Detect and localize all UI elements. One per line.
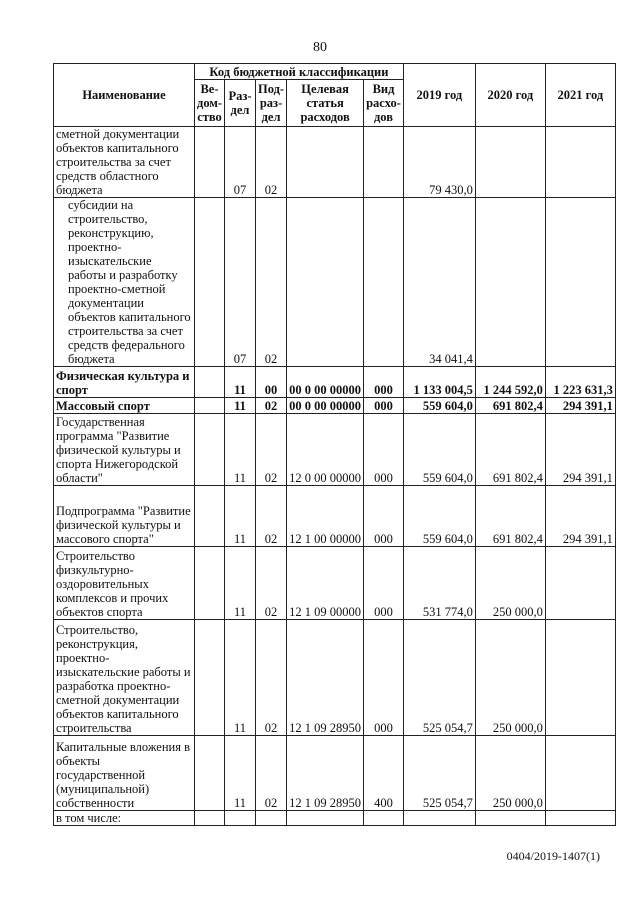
row-name: в том числе: (54, 811, 195, 826)
row-2021: 294 391,1 (545, 414, 615, 486)
row-razdel: 11 (225, 486, 256, 547)
row-name: Государственная программа "Развитие физической культуры и спорта Нижегородской области" (54, 414, 195, 486)
row-target: 12 1 09 28950 (287, 620, 364, 736)
row-vedomstvo (195, 811, 225, 826)
row-target: 00 0 00 00000 (287, 367, 364, 398)
row-target: 12 1 00 00000 (287, 486, 364, 547)
row-target: 00 0 00 00000 (287, 398, 364, 414)
row-target (287, 198, 364, 367)
row-vedomstvo (195, 414, 225, 486)
row-razdel: 11 (225, 367, 256, 398)
row-target: 12 1 09 00000 (287, 547, 364, 620)
row-2020: 1 244 592,0 (475, 367, 545, 398)
row-podrazdel: 02 (256, 620, 287, 736)
row-razdel: 07 (225, 127, 256, 198)
row-2021: 1 223 631,3 (545, 367, 615, 398)
header-vedomstvo: Ве-дом-ство (195, 80, 225, 127)
row-podrazdel: 00 (256, 367, 287, 398)
row-target (287, 127, 364, 198)
row-podrazdel: 02 (256, 398, 287, 414)
table-row (54, 398, 616, 414)
row-target: 12 1 09 28950 (287, 736, 364, 811)
document-code: 0404/2019-1407(1) (506, 849, 600, 863)
row-razdel (225, 811, 256, 826)
row-2021 (545, 620, 615, 736)
row-name: субсидии на строительство, реконструкцию, проектно-изыскательские работы и разработку проектно-сметной документации объектов капитального строительства за счет средств федерального бюджета (54, 198, 195, 367)
row-2019: 34 041,4 (403, 198, 475, 367)
table-row (54, 127, 616, 198)
table-row (54, 414, 616, 486)
row-vid: 000 (364, 398, 404, 414)
row-2019: 559 604,0 (403, 398, 475, 414)
row-razdel: 11 (225, 736, 256, 811)
row-2020: 250 000,0 (475, 547, 545, 620)
row-name: Строительство, реконструкция, проектно-изыскательские работы и разработка проектно-сметной документации объектов капитального строительства (54, 620, 195, 736)
row-name: Физическая культура и спорт (54, 367, 195, 398)
row-vedomstvo (195, 547, 225, 620)
row-razdel: 11 (225, 620, 256, 736)
row-2021 (545, 811, 615, 826)
row-2019: 559 604,0 (403, 414, 475, 486)
row-target (287, 811, 364, 826)
row-2021 (545, 198, 615, 367)
table-row (54, 547, 616, 620)
row-2020: 250 000,0 (475, 736, 545, 811)
budget-table (53, 63, 616, 826)
row-podrazdel (256, 811, 287, 826)
row-name: Строительство физкультурно-оздоровительных комплексов и прочих объектов спорта (54, 547, 195, 620)
row-razdel: 11 (225, 398, 256, 414)
row-vid (364, 198, 404, 367)
table-row (54, 736, 616, 811)
row-razdel: 11 (225, 414, 256, 486)
row-razdel: 11 (225, 547, 256, 620)
header-2019: 2019 год (403, 64, 475, 127)
page-number: 80 (313, 40, 327, 55)
row-2019: 525 054,7 (403, 620, 475, 736)
row-vedomstvo (195, 198, 225, 367)
row-vid: 000 (364, 414, 404, 486)
row-podrazdel: 02 (256, 486, 287, 547)
row-name: Капитальные вложения в объекты государственной (муниципальной) собственности (54, 736, 195, 811)
row-target: 12 0 00 00000 (287, 414, 364, 486)
row-name: Подпрограмма "Развитие физической культуры и массового спорта" (54, 486, 195, 547)
row-vid: 400 (364, 736, 404, 811)
row-razdel: 07 (225, 198, 256, 367)
row-2021: 294 391,1 (545, 486, 615, 547)
row-vid: 000 (364, 547, 404, 620)
table-row (54, 198, 616, 367)
table-row (54, 367, 616, 398)
row-vid: 000 (364, 620, 404, 736)
header-name: Наименование (54, 64, 195, 127)
header-2021: 2021 год (545, 64, 615, 127)
row-vedomstvo (195, 127, 225, 198)
row-name: Массовый спорт (54, 398, 195, 414)
row-name: сметной документации объектов капитального строительства за счет средств областного бюджета (54, 127, 195, 198)
header-podrazdel: Под-раз-дел (256, 80, 287, 127)
row-vid (364, 811, 404, 826)
row-2020 (475, 811, 545, 826)
row-podrazdel: 02 (256, 547, 287, 620)
row-2019 (403, 811, 475, 826)
row-2019: 531 774,0 (403, 547, 475, 620)
row-podrazdel: 02 (256, 198, 287, 367)
row-vedomstvo (195, 367, 225, 398)
header-budget-classification: Код бюджетной классификации (195, 64, 404, 80)
row-2019: 79 430,0 (403, 127, 475, 198)
table-row (54, 811, 616, 826)
row-vedomstvo (195, 398, 225, 414)
row-2020 (475, 198, 545, 367)
row-2019: 525 054,7 (403, 736, 475, 811)
row-2020: 691 802,4 (475, 414, 545, 486)
row-vedomstvo (195, 620, 225, 736)
row-vedomstvo (195, 736, 225, 811)
row-vedomstvo (195, 486, 225, 547)
row-2019: 559 604,0 (403, 486, 475, 547)
header-razdel: Раз-дел (225, 80, 256, 127)
header-2020: 2020 год (475, 64, 545, 127)
row-vid: 000 (364, 486, 404, 547)
row-podrazdel: 02 (256, 127, 287, 198)
row-podrazdel: 02 (256, 736, 287, 811)
row-podrazdel: 02 (256, 414, 287, 486)
row-2020: 250 000,0 (475, 620, 545, 736)
row-2021 (545, 547, 615, 620)
row-2021 (545, 736, 615, 811)
row-vid: 000 (364, 367, 404, 398)
table-row (54, 486, 616, 547)
header-target: Целевая статья расходов (287, 80, 364, 127)
row-2020 (475, 127, 545, 198)
row-2020: 691 802,4 (475, 486, 545, 547)
row-vid (364, 127, 404, 198)
table-row (54, 620, 616, 736)
row-2020: 691 802,4 (475, 398, 545, 414)
header-vid: Вид расхо-дов (364, 80, 404, 127)
row-2019: 1 133 004,5 (403, 367, 475, 398)
row-2021 (545, 127, 615, 198)
row-2021: 294 391,1 (545, 398, 615, 414)
